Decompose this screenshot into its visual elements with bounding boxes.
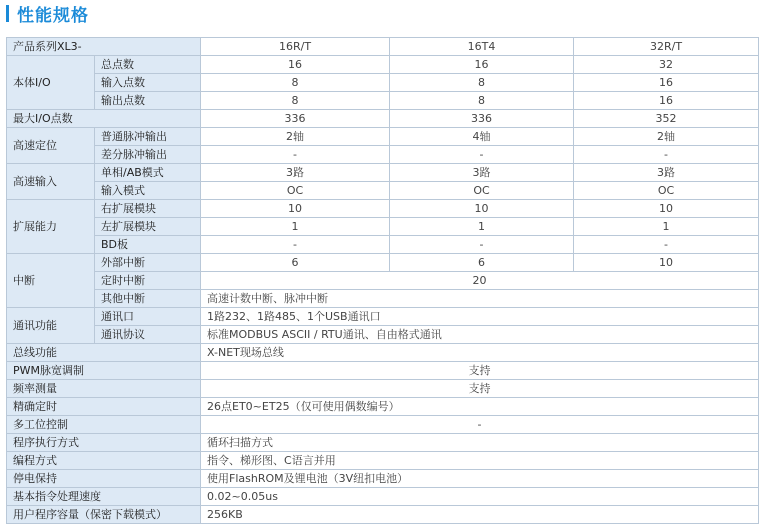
spec-value: 1路232、1路485、1个USB通讯口 bbox=[201, 308, 759, 326]
spec-value: - bbox=[201, 416, 759, 434]
row-label: 差分脉冲输出 bbox=[95, 146, 201, 164]
spec-value: - bbox=[201, 146, 390, 164]
spec-table-body bbox=[7, 38, 759, 524]
group-label: 精确定时 bbox=[7, 398, 201, 416]
spec-value: 1 bbox=[574, 218, 759, 236]
table-row bbox=[7, 290, 759, 308]
spec-value: - bbox=[574, 236, 759, 254]
table-row bbox=[7, 218, 759, 236]
table-row bbox=[7, 110, 759, 128]
spec-value: 10 bbox=[201, 200, 390, 218]
spec-value: 3路 bbox=[201, 164, 390, 182]
row-label: 左扩展模块 bbox=[95, 218, 201, 236]
group-label: 停电保持 bbox=[7, 470, 201, 488]
spec-value: 352 bbox=[574, 110, 759, 128]
spec-value: 标准MODBUS ASCII / RTU通讯、自由格式通讯 bbox=[201, 326, 759, 344]
series-label: 产品系列XL3- bbox=[7, 38, 201, 56]
spec-value: X-NET现场总线 bbox=[201, 344, 759, 362]
spec-value: 循环扫描方式 bbox=[201, 434, 759, 452]
group-label: 编程方式 bbox=[7, 452, 201, 470]
spec-value: 16 bbox=[574, 92, 759, 110]
table-row bbox=[7, 506, 759, 524]
spec-value: OC bbox=[574, 182, 759, 200]
spec-value: 336 bbox=[201, 110, 390, 128]
spec-value: 256KB bbox=[201, 506, 759, 524]
table-row bbox=[7, 362, 759, 380]
spec-value: 26点ET0~ET25（仅可使用偶数编号） bbox=[201, 398, 759, 416]
table-row bbox=[7, 56, 759, 74]
row-label: 右扩展模块 bbox=[95, 200, 201, 218]
table-row bbox=[7, 416, 759, 434]
row-label: 其他中断 bbox=[95, 290, 201, 308]
spec-value: 20 bbox=[201, 272, 759, 290]
spec-value: 4轴 bbox=[390, 128, 574, 146]
table-row bbox=[7, 380, 759, 398]
table-row bbox=[7, 398, 759, 416]
table-row bbox=[7, 128, 759, 146]
row-label: 普通脉冲输出 bbox=[95, 128, 201, 146]
spec-value: 32 bbox=[574, 56, 759, 74]
group-label: 通讯功能 bbox=[7, 308, 95, 344]
row-label: 输出点数 bbox=[95, 92, 201, 110]
spec-value: 8 bbox=[201, 74, 390, 92]
spec-value: 6 bbox=[201, 254, 390, 272]
table-row bbox=[7, 470, 759, 488]
spec-value: 0.02~0.05us bbox=[201, 488, 759, 506]
model-header: 16T4 bbox=[390, 38, 574, 56]
spec-value: 16 bbox=[390, 56, 574, 74]
spec-value: 指令、梯形图、C语言并用 bbox=[201, 452, 759, 470]
spec-value: 3路 bbox=[574, 164, 759, 182]
row-label: 定时中断 bbox=[95, 272, 201, 290]
group-label: 最大I/O点数 bbox=[7, 110, 201, 128]
table-row bbox=[7, 146, 759, 164]
spec-value: - bbox=[201, 236, 390, 254]
table-row bbox=[7, 254, 759, 272]
spec-value: OC bbox=[390, 182, 574, 200]
spec-value: 使用FlashROM及锂电池（3V纽扣电池） bbox=[201, 470, 759, 488]
row-label: 总点数 bbox=[95, 56, 201, 74]
spec-value: 16 bbox=[201, 56, 390, 74]
group-label: 用户程序容量（保密下载模式） bbox=[7, 506, 201, 524]
group-label: 基本指令处理速度 bbox=[7, 488, 201, 506]
spec-value: 1 bbox=[201, 218, 390, 236]
table-row bbox=[7, 92, 759, 110]
row-label: 通讯协议 bbox=[95, 326, 201, 344]
spec-value: 支持 bbox=[201, 362, 759, 380]
spec-value: 6 bbox=[390, 254, 574, 272]
table-row bbox=[7, 308, 759, 326]
spec-value: 10 bbox=[574, 200, 759, 218]
group-label: 频率测量 bbox=[7, 380, 201, 398]
group-label: 高速定位 bbox=[7, 128, 95, 164]
spec-value: 8 bbox=[390, 74, 574, 92]
row-label: 外部中断 bbox=[95, 254, 201, 272]
page-title: 性能规格 bbox=[17, 5, 89, 26]
table-row bbox=[7, 434, 759, 452]
row-label: 输入模式 bbox=[95, 182, 201, 200]
spec-value: 8 bbox=[201, 92, 390, 110]
title-accent-bar bbox=[6, 5, 9, 22]
spec-value: 1 bbox=[390, 218, 574, 236]
group-label: 高速输入 bbox=[7, 164, 95, 200]
spec-value: 8 bbox=[390, 92, 574, 110]
table-row bbox=[7, 74, 759, 92]
table-row bbox=[7, 200, 759, 218]
spec-value: 2轴 bbox=[574, 128, 759, 146]
table-row bbox=[7, 182, 759, 200]
group-label: 中断 bbox=[7, 254, 95, 308]
group-label: 本体I/O bbox=[7, 56, 95, 110]
table-header-row bbox=[7, 38, 759, 56]
row-label: 通讯口 bbox=[95, 308, 201, 326]
spec-table bbox=[6, 37, 759, 524]
table-row bbox=[7, 488, 759, 506]
spec-value: - bbox=[390, 146, 574, 164]
model-header: 32R/T bbox=[574, 38, 759, 56]
spec-value: 3路 bbox=[390, 164, 574, 182]
spec-value: - bbox=[390, 236, 574, 254]
table-row bbox=[7, 164, 759, 182]
table-row bbox=[7, 326, 759, 344]
table-row bbox=[7, 236, 759, 254]
row-label: 输入点数 bbox=[95, 74, 201, 92]
model-header: 16R/T bbox=[201, 38, 390, 56]
row-label: 单相/AB模式 bbox=[95, 164, 201, 182]
spec-value: - bbox=[574, 146, 759, 164]
group-label: 多工位控制 bbox=[7, 416, 201, 434]
spec-value: 2轴 bbox=[201, 128, 390, 146]
group-label: 总线功能 bbox=[7, 344, 201, 362]
spec-value: 336 bbox=[390, 110, 574, 128]
spec-value: OC bbox=[201, 182, 390, 200]
table-row bbox=[7, 452, 759, 470]
table-row bbox=[7, 272, 759, 290]
spec-value: 10 bbox=[390, 200, 574, 218]
page-header bbox=[6, 2, 89, 24]
spec-value: 高速计数中断、脉冲中断 bbox=[201, 290, 759, 308]
group-label: 扩展能力 bbox=[7, 200, 95, 254]
table-row bbox=[7, 344, 759, 362]
spec-value: 16 bbox=[574, 74, 759, 92]
group-label: 程序执行方式 bbox=[7, 434, 201, 452]
group-label: PWM脉宽调制 bbox=[7, 362, 201, 380]
spec-value: 10 bbox=[574, 254, 759, 272]
row-label: BD板 bbox=[95, 236, 201, 254]
spec-value: 支持 bbox=[201, 380, 759, 398]
